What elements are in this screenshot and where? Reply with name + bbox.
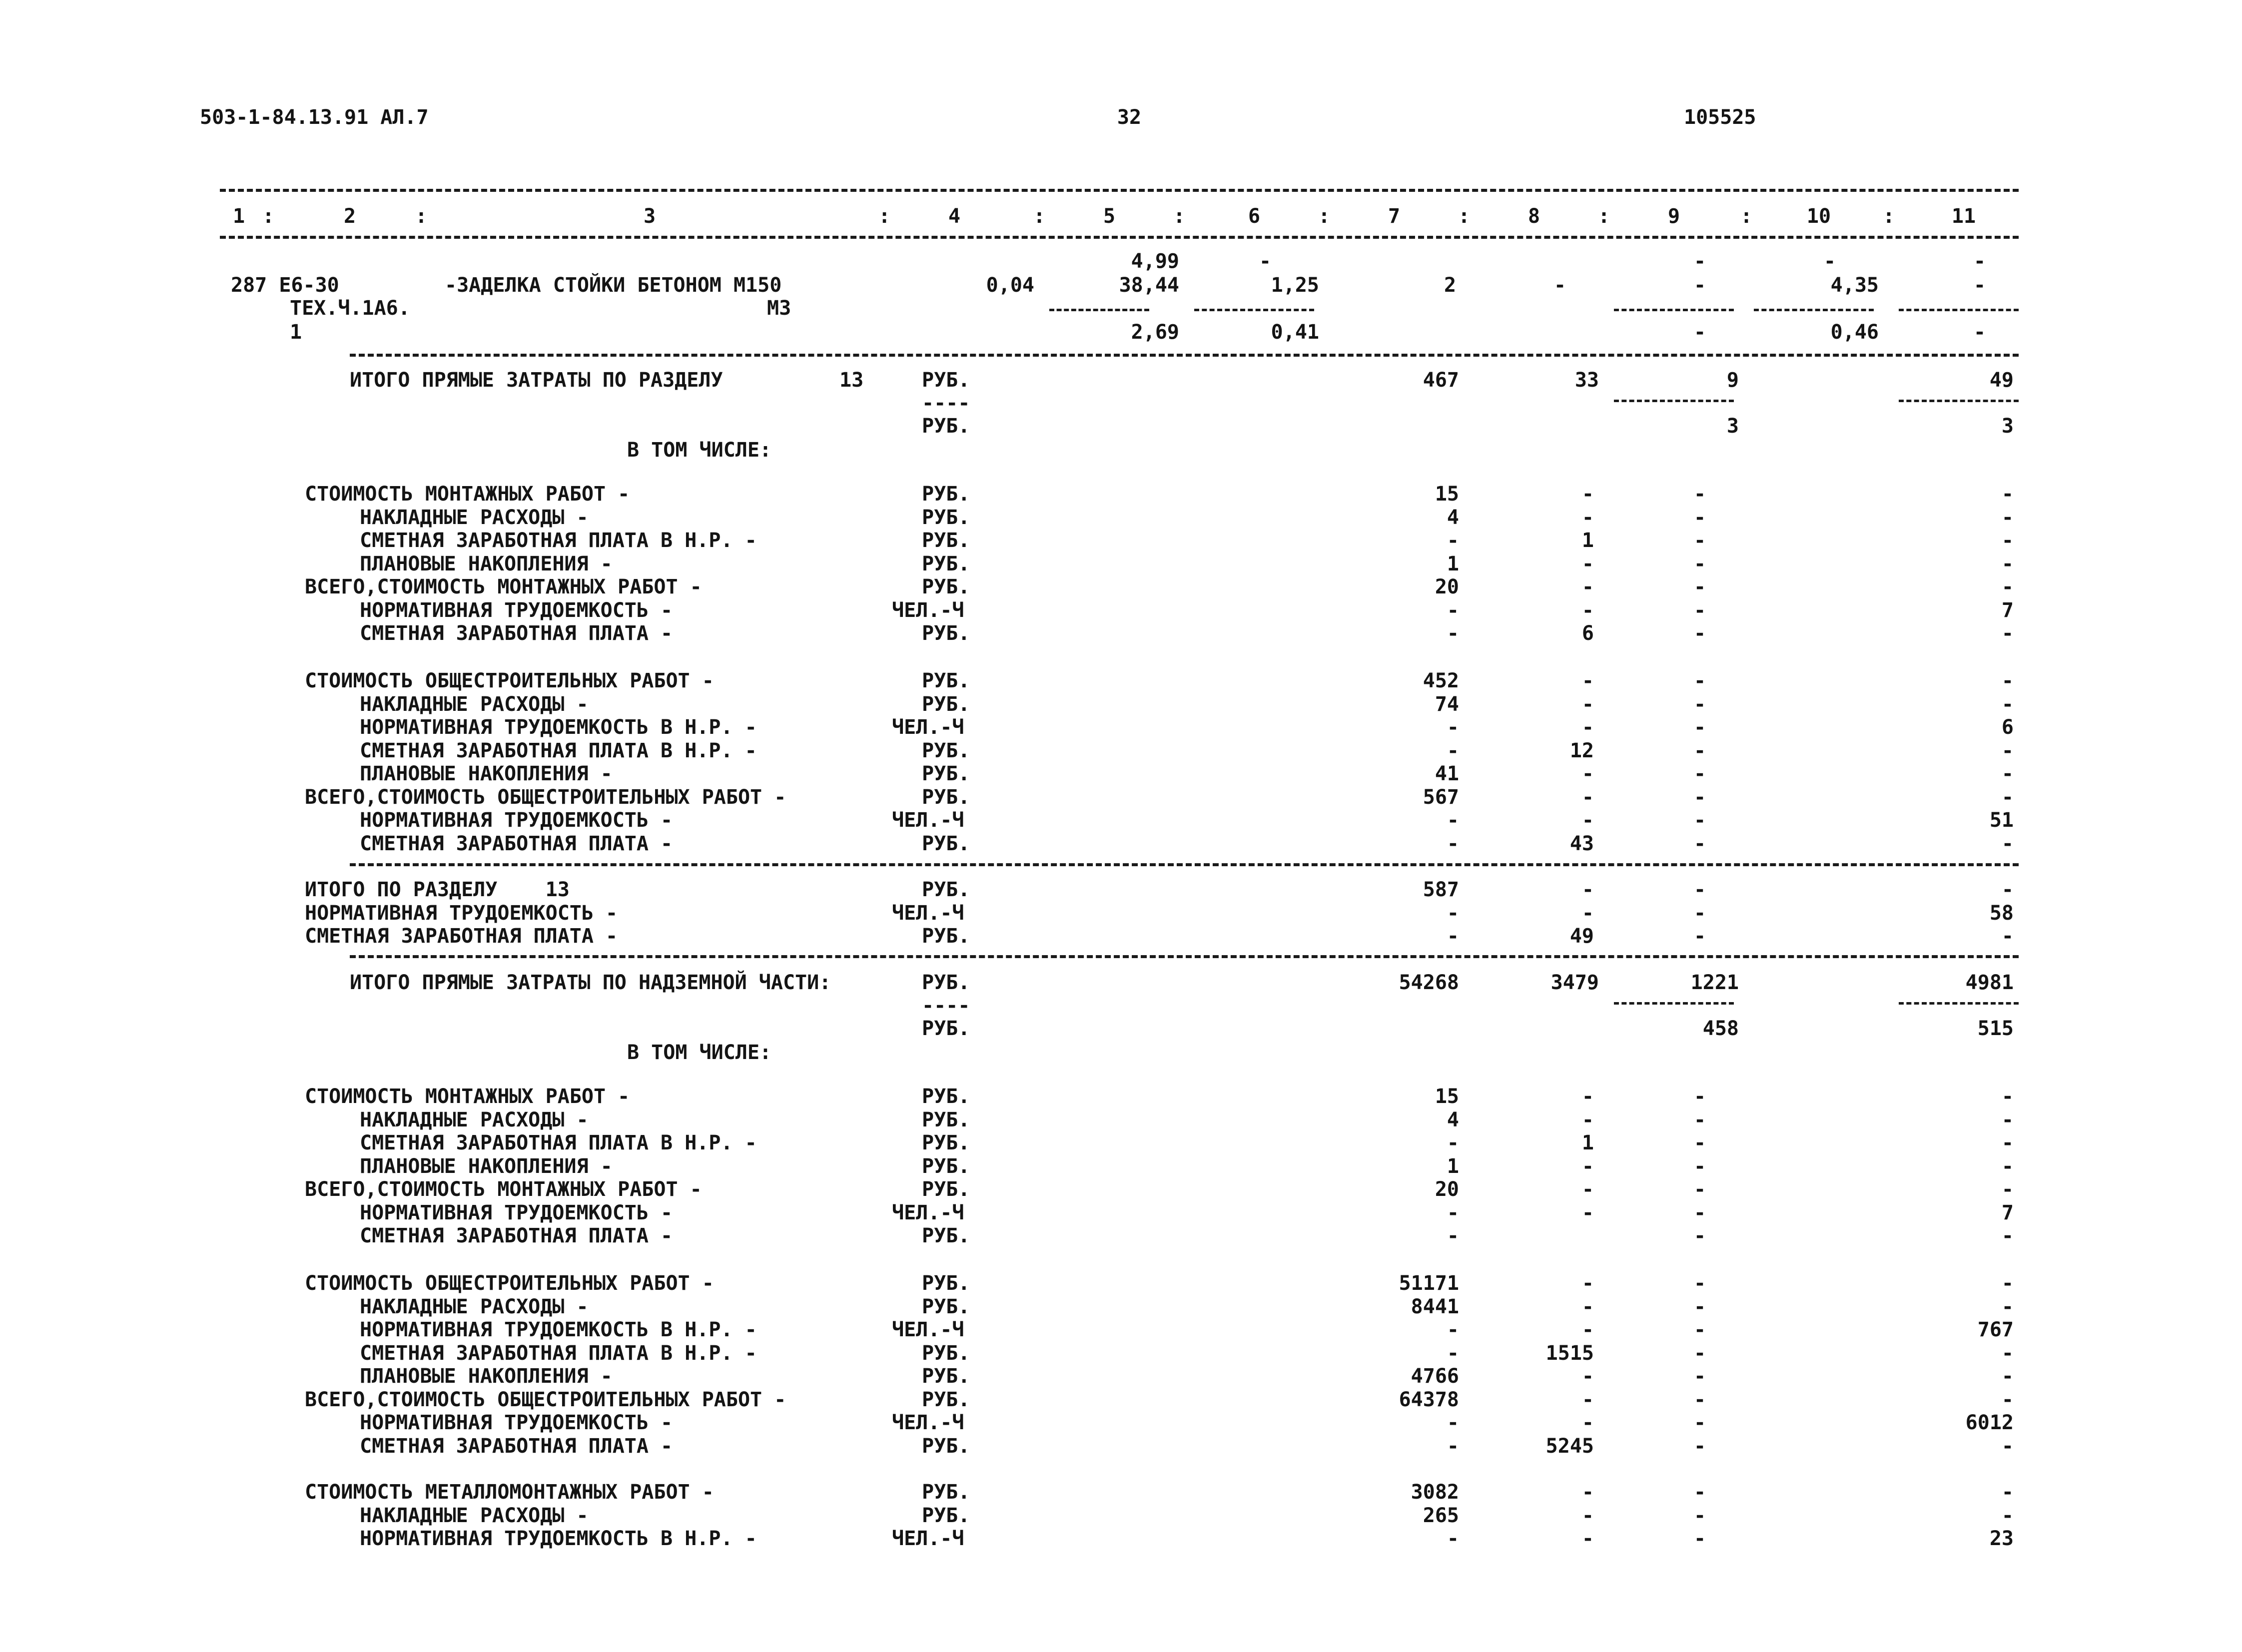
section-total-underline: ---- bbox=[922, 392, 970, 415]
row-col8: - bbox=[1581, 1085, 1594, 1108]
row-col7: 567 bbox=[1423, 786, 1459, 809]
row-unit: РУБ. bbox=[922, 1178, 970, 1201]
row-col11: - bbox=[2001, 506, 2014, 529]
row-col8: - bbox=[1581, 1411, 1594, 1434]
row-col8: - bbox=[1581, 878, 1594, 901]
row-col9: - bbox=[1694, 1481, 1706, 1504]
row-label: СМЕТНАЯ ЗАРАБОТНАЯ ПЛАТА - bbox=[305, 925, 618, 948]
row-col8: - bbox=[1581, 693, 1594, 716]
row-col11: - bbox=[2001, 739, 2014, 762]
col7-value: 2 bbox=[1444, 274, 1457, 297]
including-heading: В ТОМ ЧИСЛЕ: bbox=[627, 439, 771, 462]
row-label: СМЕТНАЯ ЗАРАБОТНАЯ ПЛАТА В Н.Р. - bbox=[360, 529, 757, 552]
row-label: СТОИМОСТЬ ОБЩЕСТРОИТЕЛЬНЫХ РАБОТ - bbox=[305, 1272, 714, 1295]
row-col8: - bbox=[1581, 1504, 1594, 1527]
col10-mid: 4,35 bbox=[1830, 274, 1879, 297]
row-unit: ЧЕЛ.-Ч bbox=[892, 716, 964, 739]
row-col8: 6 bbox=[1581, 622, 1594, 645]
row-col9: - bbox=[1694, 809, 1706, 832]
section-total-number: 13 bbox=[839, 369, 864, 392]
header-bottom-rule bbox=[220, 236, 2019, 239]
row-col9: - bbox=[1694, 1342, 1706, 1365]
item-unit: М3 bbox=[767, 297, 791, 320]
including-heading-2: В ТОМ ЧИСЛЕ: bbox=[627, 1041, 771, 1064]
row-unit: РУБ. bbox=[922, 1435, 970, 1458]
row-col9: - bbox=[1694, 1085, 1706, 1108]
row-label: ВСЕГО,СТОИМОСТЬ ОБЩЕСТРОИТЕЛЬНЫХ РАБОТ - bbox=[305, 1388, 786, 1411]
column-header-2: 2 bbox=[343, 205, 356, 228]
row-col11: - bbox=[2001, 1131, 2014, 1154]
above-ground-col9: 1221 bbox=[1690, 971, 1739, 994]
row-col11: 51 bbox=[1989, 809, 2014, 832]
row-label: НОРМАТИВНАЯ ТРУДОЕМКОСТЬ - bbox=[360, 1411, 673, 1434]
row-unit: РУБ. bbox=[922, 529, 970, 552]
row-label: СТОИМОСТЬ МОНТАЖНЫХ РАБОТ - bbox=[305, 483, 630, 506]
above-ground-col11: 4981 bbox=[1965, 971, 2014, 994]
col5-bot: 2,69 bbox=[1131, 321, 1179, 344]
row-col8: - bbox=[1581, 1201, 1594, 1224]
row-label: СМЕТНАЯ ЗАРАБОТНАЯ ПЛАТА - bbox=[360, 832, 673, 855]
row-col11: - bbox=[2001, 693, 2014, 716]
row-col11: 7 bbox=[2001, 1201, 2014, 1224]
row-col9: - bbox=[1694, 1295, 1706, 1318]
column-separator: : bbox=[1318, 205, 1331, 228]
row-unit: РУБ. bbox=[922, 832, 970, 855]
row-col9: - bbox=[1694, 739, 1706, 762]
row-col9: - bbox=[1694, 1504, 1706, 1527]
row-col8: - bbox=[1581, 506, 1594, 529]
col5-rule bbox=[1049, 309, 1149, 311]
column-separator: : bbox=[878, 205, 891, 228]
row-col11: - bbox=[2001, 575, 2014, 598]
row-col9: - bbox=[1694, 622, 1706, 645]
row-col7: 41 bbox=[1435, 762, 1459, 785]
row-col8: 12 bbox=[1569, 739, 1594, 762]
row-col8: 1 bbox=[1581, 529, 1594, 552]
row-label: НОРМАТИВНАЯ ТРУДОЕМКОСТЬ - bbox=[305, 902, 618, 925]
section-rule-3 bbox=[350, 955, 2019, 958]
above-ground-unit: РУБ. bbox=[922, 971, 970, 994]
row-unit: ЧЕЛ.-Ч bbox=[892, 599, 964, 622]
column-separator: : bbox=[1033, 205, 1046, 228]
row-col9: - bbox=[1694, 925, 1706, 948]
row-col7: 1 bbox=[1447, 1155, 1459, 1178]
row-col7: 51171 bbox=[1399, 1272, 1459, 1295]
row-col11: - bbox=[2001, 1272, 2014, 1295]
row-col11: 58 bbox=[1989, 902, 2014, 925]
row-unit: РУБ. bbox=[922, 1131, 970, 1154]
row-col9: - bbox=[1694, 1388, 1706, 1411]
row-unit: РУБ. bbox=[922, 483, 970, 506]
row-col11: - bbox=[2001, 1342, 2014, 1365]
row-unit: РУБ. bbox=[922, 1085, 970, 1108]
row-col9: - bbox=[1694, 1178, 1706, 1201]
row-col11: - bbox=[2001, 483, 2014, 506]
row-col7: - bbox=[1447, 1411, 1459, 1434]
row-col7: 8441 bbox=[1411, 1295, 1459, 1318]
section-total-col7: 467 bbox=[1423, 369, 1459, 392]
row-col8: - bbox=[1581, 1481, 1594, 1504]
row-col11: 6012 bbox=[1965, 1411, 2014, 1434]
row-label: СМЕТНАЯ ЗАРАБОТНАЯ ПЛАТА - bbox=[360, 1224, 673, 1247]
col6-bot: 0,41 bbox=[1271, 321, 1319, 344]
row-label: ПЛАНОВЫЕ НАКОПЛЕНИЯ - bbox=[360, 552, 613, 575]
row-col8: 5245 bbox=[1545, 1435, 1594, 1458]
row-label: НОРМАТИВНАЯ ТРУДОЕМКОСТЬ В Н.Р. - bbox=[360, 1318, 757, 1341]
row-col11: - bbox=[2001, 529, 2014, 552]
document-number: 105525 bbox=[1684, 106, 1756, 129]
row-label: НОРМАТИВНАЯ ТРУДОЕМКОСТЬ В Н.Р. - bbox=[360, 716, 757, 739]
row-unit: ЧЕЛ.-Ч bbox=[892, 902, 964, 925]
col11-mid: - bbox=[1974, 274, 1986, 297]
col5-top: 4,99 bbox=[1131, 250, 1179, 273]
row-unit: РУБ. bbox=[922, 1295, 970, 1318]
row-col11: - bbox=[2001, 1178, 2014, 1201]
row-col7: 4 bbox=[1447, 506, 1459, 529]
above-ground-unit2: РУБ. bbox=[922, 1017, 970, 1040]
row-label: СМЕТНАЯ ЗАРАБОТНАЯ ПЛАТА - bbox=[360, 1435, 673, 1458]
row-unit: РУБ. bbox=[922, 878, 970, 901]
col9-bot: - bbox=[1694, 321, 1706, 344]
row-col8: - bbox=[1581, 902, 1594, 925]
row-col8: - bbox=[1581, 786, 1594, 809]
row-col11: - bbox=[2001, 1504, 2014, 1527]
column-header-5: 5 bbox=[1103, 205, 1116, 228]
row-col7: 64378 bbox=[1399, 1388, 1459, 1411]
row-col7: - bbox=[1447, 529, 1459, 552]
row-col9: - bbox=[1694, 529, 1706, 552]
section-rule-2 bbox=[350, 863, 2019, 866]
column-header-7: 7 bbox=[1388, 205, 1401, 228]
row-col8: 49 bbox=[1569, 925, 1594, 948]
row-col7: 452 bbox=[1423, 669, 1459, 692]
column-separator: : bbox=[1882, 205, 1895, 228]
row-col11: - bbox=[2001, 832, 2014, 855]
row-unit: РУБ. bbox=[922, 693, 970, 716]
section-total-unit: РУБ. bbox=[922, 369, 970, 392]
row-col11: 767 bbox=[1977, 1318, 2014, 1341]
row-col9: - bbox=[1694, 552, 1706, 575]
row-col8: - bbox=[1581, 669, 1594, 692]
section-total-col9: 9 bbox=[1726, 369, 1739, 392]
item-reference: ТЕХ.Ч.1А6. bbox=[290, 297, 410, 320]
row-col8: - bbox=[1581, 552, 1594, 575]
row-col8: - bbox=[1581, 1318, 1594, 1341]
row-col11: - bbox=[2001, 786, 2014, 809]
row-col9: - bbox=[1694, 1224, 1706, 1247]
row-col11: - bbox=[2001, 669, 2014, 692]
row-col7: - bbox=[1447, 925, 1459, 948]
row-col11: - bbox=[2001, 1155, 2014, 1178]
row-col11: - bbox=[2001, 1365, 2014, 1388]
column-header-11: 11 bbox=[1951, 205, 1976, 228]
row-label: СТОИМОСТЬ ОБЩЕСТРОИТЕЛЬНЫХ РАБОТ - bbox=[305, 669, 714, 692]
row-unit: ЧЕЛ.-Ч bbox=[892, 1527, 964, 1550]
row-label: НОРМАТИВНАЯ ТРУДОЕМКОСТЬ - bbox=[360, 1201, 673, 1224]
col6-mid: 1,25 bbox=[1271, 274, 1319, 297]
column-header-10: 10 bbox=[1806, 205, 1831, 228]
row-unit: ЧЕЛ.-Ч bbox=[892, 1411, 964, 1434]
row-col11: - bbox=[2001, 762, 2014, 785]
row-col9: - bbox=[1694, 506, 1706, 529]
row-col8: - bbox=[1581, 1527, 1594, 1550]
row-unit: ЧЕЛ.-Ч bbox=[892, 809, 964, 832]
row-label: ПЛАНОВЫЕ НАКОПЛЕНИЯ - bbox=[360, 1365, 613, 1388]
row-col9: - bbox=[1694, 1527, 1706, 1550]
row-col11: - bbox=[2001, 925, 2014, 948]
row-col9: - bbox=[1694, 483, 1706, 506]
above-ground-col8: 3479 bbox=[1550, 971, 1599, 994]
column-header-3: 3 bbox=[643, 205, 656, 228]
col11-subrule bbox=[1899, 400, 2019, 402]
row-col7: 1 bbox=[1447, 552, 1459, 575]
col6-top: - bbox=[1259, 250, 1272, 273]
row-col8: 1 bbox=[1581, 1131, 1594, 1154]
row-col11: - bbox=[2001, 552, 2014, 575]
item-line3: 1 bbox=[290, 321, 302, 344]
row-col7: 20 bbox=[1435, 575, 1459, 598]
row-label: СМЕТНАЯ ЗАРАБОТНАЯ ПЛАТА В Н.Р. - bbox=[360, 1342, 757, 1365]
row-unit: РУБ. bbox=[922, 925, 970, 948]
row-col8: - bbox=[1581, 1178, 1594, 1201]
col10-bot: 0,46 bbox=[1830, 321, 1879, 344]
row-label: СМЕТНАЯ ЗАРАБОТНАЯ ПЛАТА - bbox=[360, 622, 673, 645]
row-unit: РУБ. bbox=[922, 1108, 970, 1131]
row-unit: РУБ. bbox=[922, 1365, 970, 1388]
row-label: НОРМАТИВНАЯ ТРУДОЕМКОСТЬ В Н.Р. - bbox=[360, 1527, 757, 1550]
row-unit: РУБ. bbox=[922, 1155, 970, 1178]
row-col8: 1515 bbox=[1545, 1342, 1594, 1365]
section-total-col11: 49 bbox=[1989, 369, 2014, 392]
column-separator: : bbox=[1458, 205, 1471, 228]
row-col11: - bbox=[2001, 1224, 2014, 1247]
row-col9: - bbox=[1694, 716, 1706, 739]
row-col7: - bbox=[1447, 1224, 1459, 1247]
row-col9: - bbox=[1694, 669, 1706, 692]
row-col7: 265 bbox=[1423, 1504, 1459, 1527]
row-col9: - bbox=[1694, 1131, 1706, 1154]
column-separator: : bbox=[1597, 205, 1610, 228]
column-separator: : bbox=[262, 205, 275, 228]
row-col7: 4766 bbox=[1411, 1365, 1459, 1388]
col11-rule bbox=[1899, 309, 2019, 311]
section-total-col11b: 3 bbox=[2001, 415, 2014, 438]
above-ground-col9b: 458 bbox=[1702, 1017, 1739, 1040]
row-unit: ЧЕЛ.-Ч bbox=[892, 1201, 964, 1224]
row-col9: - bbox=[1694, 762, 1706, 785]
column-header-4: 4 bbox=[948, 205, 961, 228]
col11-subrule-2 bbox=[1899, 1002, 2019, 1005]
section-total-col9b: 3 bbox=[1726, 415, 1739, 438]
above-ground-underline: ---- bbox=[922, 994, 970, 1017]
row-col8: - bbox=[1581, 575, 1594, 598]
row-label: СТОИМОСТЬ МОНТАЖНЫХ РАБОТ - bbox=[305, 1085, 630, 1108]
row-col7: 15 bbox=[1435, 1085, 1459, 1108]
row-col11: 7 bbox=[2001, 599, 2014, 622]
row-unit: РУБ. bbox=[922, 669, 970, 692]
row-col9: - bbox=[1694, 693, 1706, 716]
row-label: СТОИМОСТЬ МЕТАЛЛОМОНТАЖНЫХ РАБОТ - bbox=[305, 1481, 714, 1504]
row-col11: - bbox=[2001, 878, 2014, 901]
row-col9: - bbox=[1694, 902, 1706, 925]
row-col8: - bbox=[1581, 1108, 1594, 1131]
row-col11: 6 bbox=[2001, 716, 2014, 739]
above-ground-label: ИТОГО ПРЯМЫЕ ЗАТРАТЫ ПО НАДЗЕМНОЙ ЧАСТИ: bbox=[350, 971, 831, 994]
row-col9: - bbox=[1694, 1155, 1706, 1178]
item-description: -ЗАДЕЛКА СТОЙКИ БЕТОНОМ М150 bbox=[445, 274, 782, 297]
row-label: НАКЛАДНЫЕ РАСХОДЫ - bbox=[360, 1108, 589, 1131]
row-label: ПЛАНОВЫЕ НАКОПЛЕНИЯ - bbox=[360, 762, 613, 785]
row-col8: - bbox=[1581, 809, 1594, 832]
row-unit: РУБ. bbox=[922, 1388, 970, 1411]
row-label: ВСЕГО,СТОИМОСТЬ МОНТАЖНЫХ РАБОТ - bbox=[305, 575, 702, 598]
row-col7: 587 bbox=[1423, 878, 1459, 901]
section-total-unit2: РУБ. bbox=[922, 415, 970, 438]
column-separator: : bbox=[1740, 205, 1753, 228]
row-col8: - bbox=[1581, 599, 1594, 622]
col9-subrule-2 bbox=[1614, 1002, 1734, 1005]
row-col11: - bbox=[2001, 1085, 2014, 1108]
row-col9: - bbox=[1694, 1365, 1706, 1388]
column-header-9: 9 bbox=[1667, 205, 1680, 228]
row-col7: - bbox=[1447, 1318, 1459, 1341]
row-col9: - bbox=[1694, 599, 1706, 622]
row-col8: - bbox=[1581, 762, 1594, 785]
row-unit: РУБ. bbox=[922, 1504, 970, 1527]
row-col8: - bbox=[1581, 1388, 1594, 1411]
row-col7: - bbox=[1447, 832, 1459, 855]
row-label: НАКЛАДНЫЕ РАСХОДЫ - bbox=[360, 1504, 589, 1527]
row-col8: - bbox=[1581, 1155, 1594, 1178]
row-col9: - bbox=[1694, 1272, 1706, 1295]
col9-top: - bbox=[1694, 250, 1706, 273]
row-unit: РУБ. bbox=[922, 552, 970, 575]
row-col7: - bbox=[1447, 1435, 1459, 1458]
column-separator: : bbox=[1173, 205, 1186, 228]
row-col9: - bbox=[1694, 1108, 1706, 1131]
column-header-6: 6 bbox=[1248, 205, 1261, 228]
row-unit: РУБ. bbox=[922, 762, 970, 785]
row-label: СМЕТНАЯ ЗАРАБОТНАЯ ПЛАТА В Н.Р. - bbox=[360, 739, 757, 762]
row-unit: ЧЕЛ.-Ч bbox=[892, 1318, 964, 1341]
row-unit: РУБ. bbox=[922, 1342, 970, 1365]
section-total-label: ИТОГО ПРЯМЫЕ ЗАТРАТЫ ПО РАЗДЕЛУ bbox=[350, 369, 723, 392]
row-col11: - bbox=[2001, 622, 2014, 645]
row-col11: - bbox=[2001, 1295, 2014, 1318]
row-col7: - bbox=[1447, 622, 1459, 645]
row-col11: - bbox=[2001, 1435, 2014, 1458]
column-separator: : bbox=[415, 205, 428, 228]
row-col7: - bbox=[1447, 739, 1459, 762]
row-col7: 20 bbox=[1435, 1178, 1459, 1201]
row-col9: - bbox=[1694, 1435, 1706, 1458]
row-col11: - bbox=[2001, 1481, 2014, 1504]
row-col8: - bbox=[1581, 483, 1594, 506]
col11-bot: - bbox=[1974, 321, 1986, 344]
page-number: 32 bbox=[1117, 106, 1142, 129]
row-col9: - bbox=[1694, 1318, 1706, 1341]
row-col7: - bbox=[1447, 1201, 1459, 1224]
row-col7: - bbox=[1447, 809, 1459, 832]
column-header-1: 1 bbox=[232, 205, 245, 228]
row-label: НОРМАТИВНАЯ ТРУДОЕМКОСТЬ - bbox=[360, 599, 673, 622]
row-unit: РУБ. bbox=[922, 1481, 970, 1504]
col9-mid: - bbox=[1694, 274, 1706, 297]
col9-subrule bbox=[1614, 400, 1734, 402]
row-col8: - bbox=[1581, 1295, 1594, 1318]
row-label: НАКЛАДНЫЕ РАСХОДЫ - bbox=[360, 693, 589, 716]
col11-top: - bbox=[1974, 250, 1986, 273]
row-label: ВСЕГО,СТОИМОСТЬ ОБЩЕСТРОИТЕЛЬНЫХ РАБОТ - bbox=[305, 786, 786, 809]
row-col9: - bbox=[1694, 1411, 1706, 1434]
row-col9: - bbox=[1694, 1201, 1706, 1224]
col10-top: - bbox=[1824, 250, 1836, 273]
row-col7: - bbox=[1447, 902, 1459, 925]
row-col7: - bbox=[1447, 716, 1459, 739]
row-col8: 43 bbox=[1569, 832, 1594, 855]
header-top-rule bbox=[220, 189, 2019, 192]
col8-value: - bbox=[1554, 274, 1566, 297]
row-col7: 3082 bbox=[1411, 1481, 1459, 1504]
row-col8: - bbox=[1581, 716, 1594, 739]
row-label: ВСЕГО,СТОИМОСТЬ МОНТАЖНЫХ РАБОТ - bbox=[305, 1178, 702, 1201]
item-code: 287 Е6-30 bbox=[231, 274, 339, 297]
row-col9: - bbox=[1694, 575, 1706, 598]
column-header-8: 8 bbox=[1527, 205, 1540, 228]
row-col9: - bbox=[1694, 878, 1706, 901]
col6-rule bbox=[1194, 309, 1314, 311]
row-unit: РУБ. bbox=[922, 786, 970, 809]
above-ground-col11b: 515 bbox=[1977, 1017, 2014, 1040]
row-col7: - bbox=[1447, 1527, 1459, 1550]
row-unit: РУБ. bbox=[922, 739, 970, 762]
row-col7: 15 bbox=[1435, 483, 1459, 506]
row-col9: - bbox=[1694, 786, 1706, 809]
row-label: ИТОГО ПО РАЗДЕЛУ 13 bbox=[305, 878, 570, 901]
row-col9: - bbox=[1694, 832, 1706, 855]
above-ground-col7: 54268 bbox=[1399, 971, 1459, 994]
row-unit: РУБ. bbox=[922, 575, 970, 598]
row-col7: 74 bbox=[1435, 693, 1459, 716]
row-label: СМЕТНАЯ ЗАРАБОТНАЯ ПЛАТА В Н.Р. - bbox=[360, 1131, 757, 1154]
row-unit: РУБ. bbox=[922, 1224, 970, 1247]
row-col11: - bbox=[2001, 1388, 2014, 1411]
row-label: НАКЛАДНЫЕ РАСХОДЫ - bbox=[360, 1295, 589, 1318]
row-label: НОРМАТИВНАЯ ТРУДОЕМКОСТЬ - bbox=[360, 809, 673, 832]
row-unit: РУБ. bbox=[922, 506, 970, 529]
item-quantity: 0,04 bbox=[986, 274, 1034, 297]
row-col7: - bbox=[1447, 1342, 1459, 1365]
section-total-col8: 33 bbox=[1574, 369, 1599, 392]
col10-rule bbox=[1754, 309, 1874, 311]
col9-rule bbox=[1614, 309, 1734, 311]
col5-mid: 38,44 bbox=[1119, 274, 1179, 297]
row-col7: 4 bbox=[1447, 1108, 1459, 1131]
section-rule-1 bbox=[350, 354, 2019, 357]
row-col8: - bbox=[1581, 1365, 1594, 1388]
row-col8: - bbox=[1581, 1272, 1594, 1295]
row-label: ПЛАНОВЫЕ НАКОПЛЕНИЯ - bbox=[360, 1155, 613, 1178]
row-col7: - bbox=[1447, 599, 1459, 622]
row-label: НАКЛАДНЫЕ РАСХОДЫ - bbox=[360, 506, 589, 529]
row-col7: - bbox=[1447, 1131, 1459, 1154]
row-unit: РУБ. bbox=[922, 1272, 970, 1295]
row-col11: - bbox=[2001, 1108, 2014, 1131]
row-unit: РУБ. bbox=[922, 622, 970, 645]
row-col11: 23 bbox=[1989, 1527, 2014, 1550]
document-code: 503-1-84.13.91 АЛ.7 bbox=[200, 106, 429, 129]
